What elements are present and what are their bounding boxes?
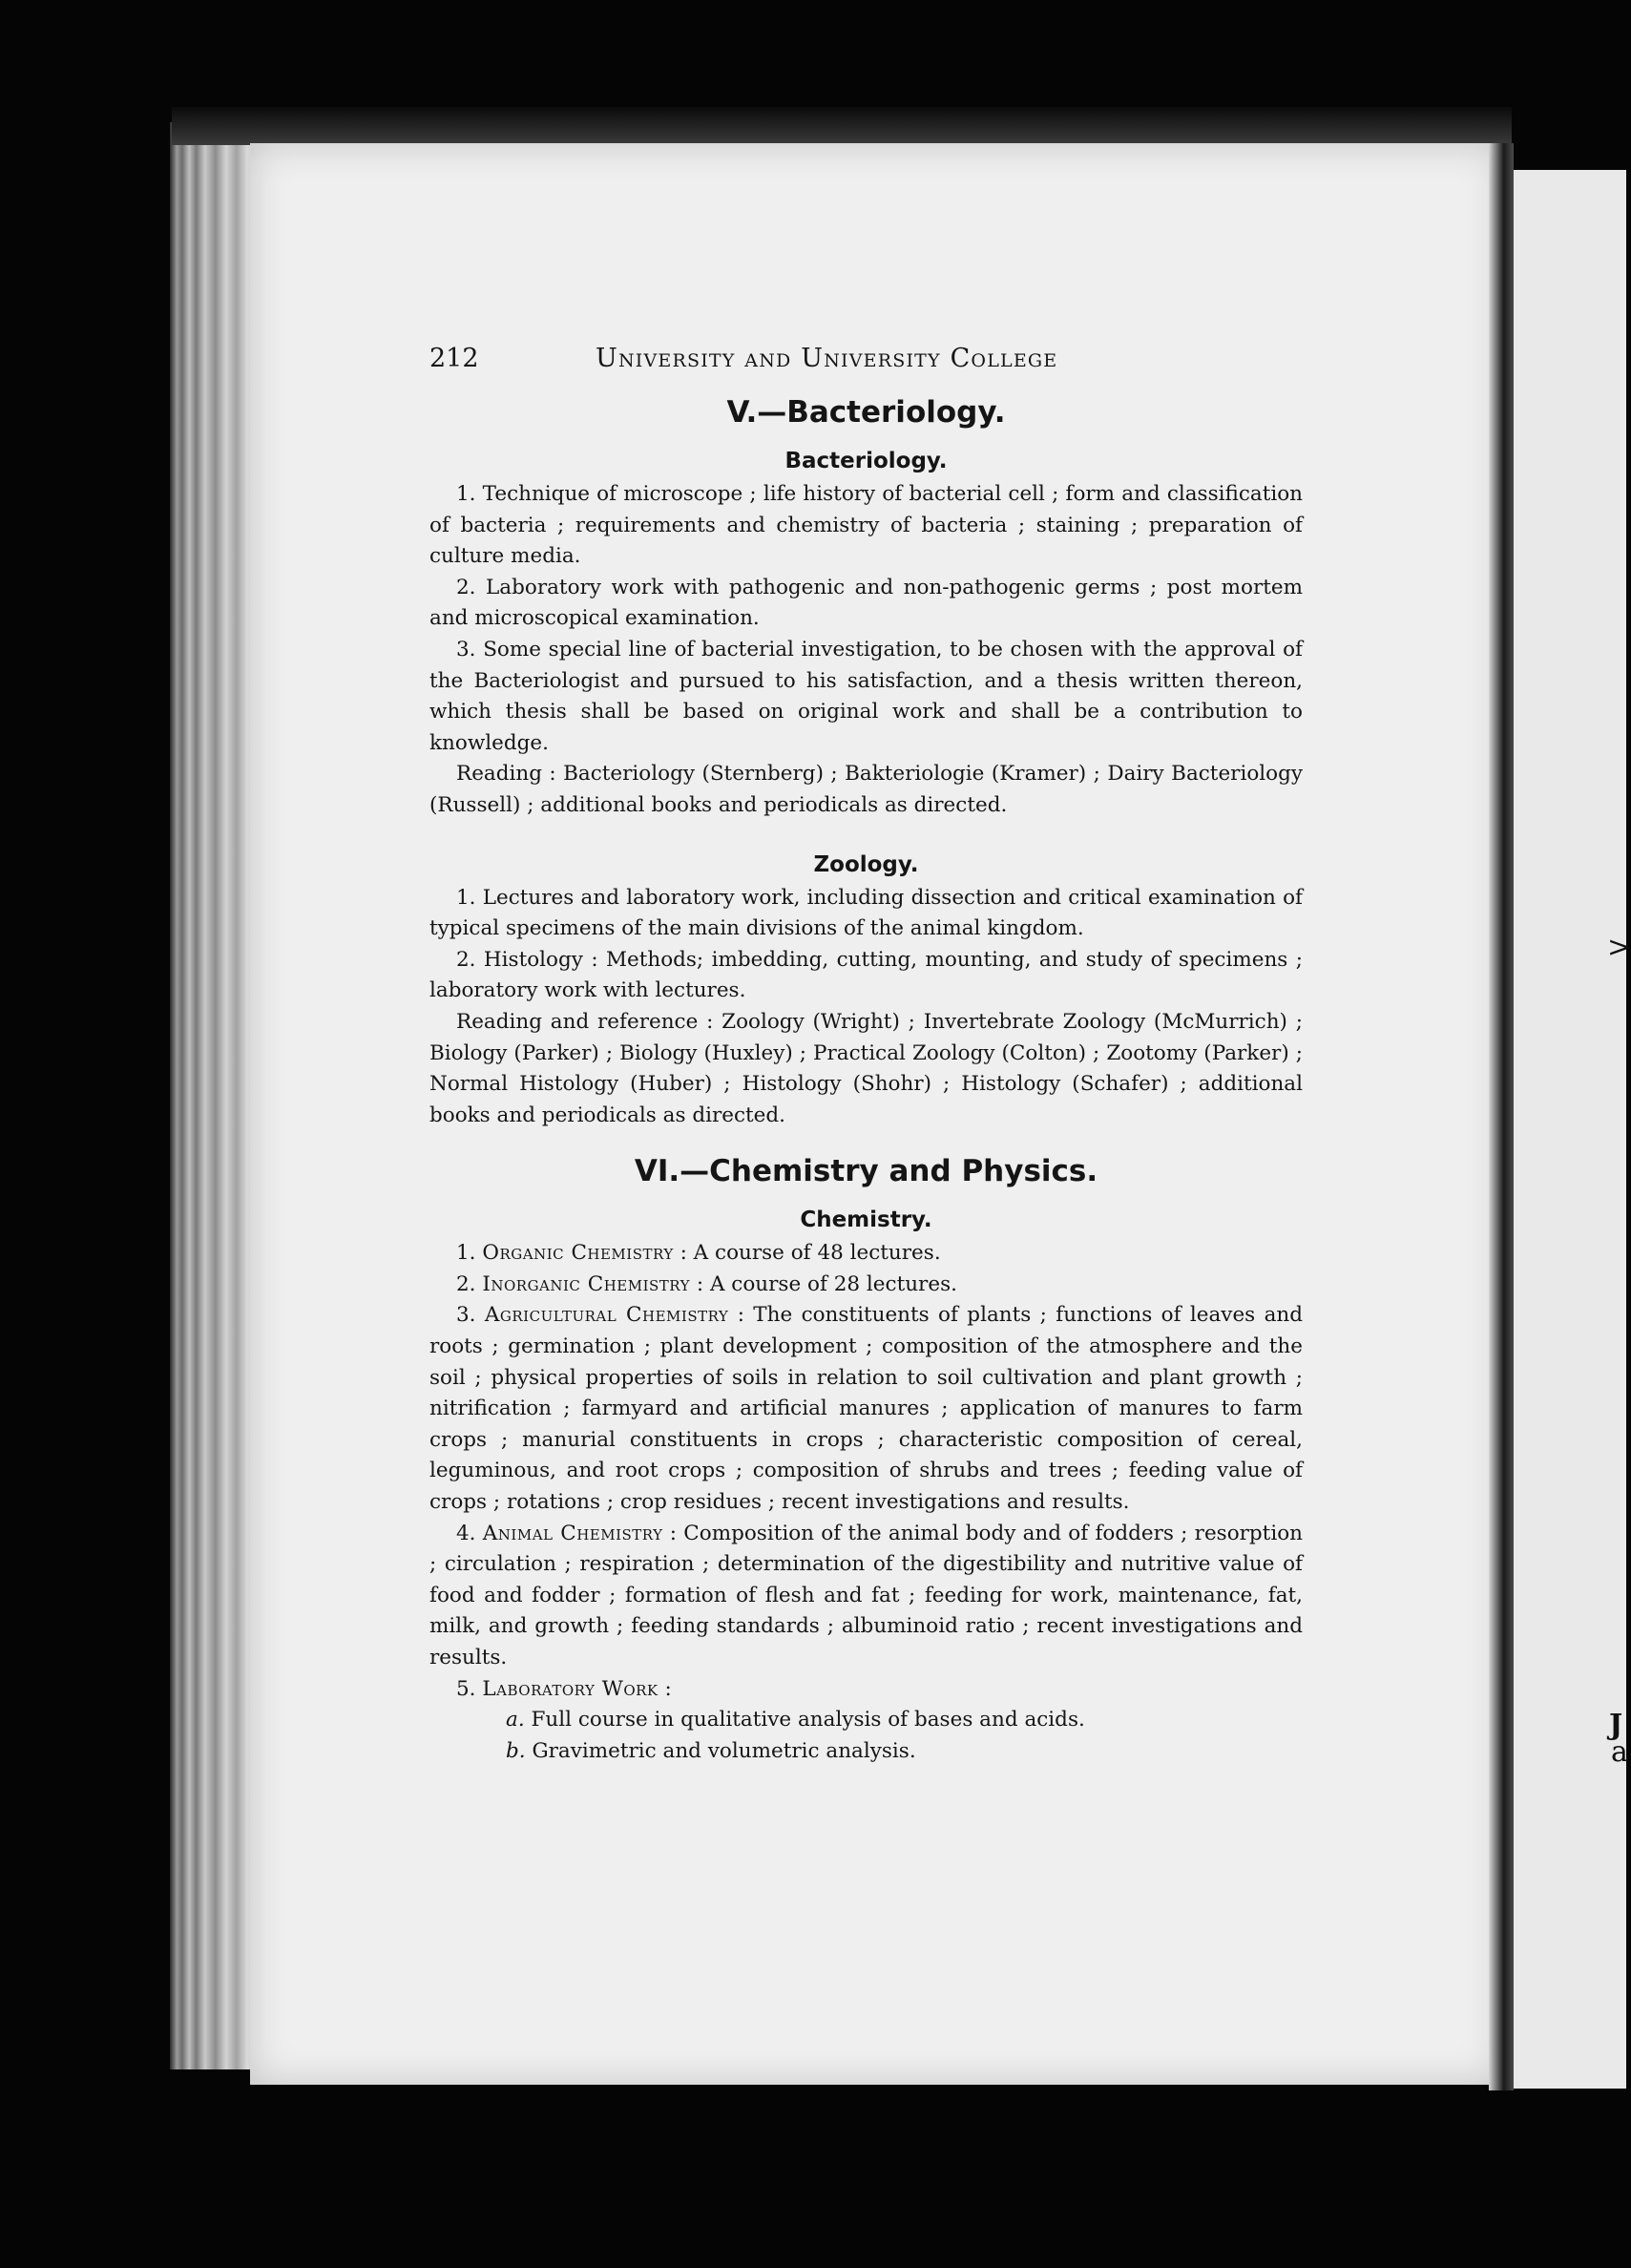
section-heading-chemistry-physics: VI.—Chemistry and Physics. xyxy=(634,1154,1098,1189)
subheading-chemistry: Chemistry. xyxy=(800,1208,932,1233)
section-heading-bacteriology: V.—Bacteriology. xyxy=(726,395,1006,430)
lab-subitem xyxy=(429,1705,1303,1736)
page-top-shadow xyxy=(172,107,1512,145)
item-title: Agricultural Chemistry xyxy=(484,1303,729,1328)
item-number: 5. xyxy=(456,1676,476,1701)
subitem-letter: b. xyxy=(506,1738,526,1763)
subheading-bacteriology: Bacteriology. xyxy=(784,449,948,473)
item-title: Animal Chemistry xyxy=(482,1521,663,1545)
item-number: 2. xyxy=(456,1271,476,1296)
book-gutter xyxy=(1489,143,1514,2090)
item-number: 3. xyxy=(456,1303,476,1328)
page-number: 212 xyxy=(429,344,479,373)
page-header xyxy=(429,344,1303,382)
page-text xyxy=(429,344,1303,1767)
bacteriology-item: 3. Some special line of bacterial investigation, to be chosen with the approval of the Bacteriologist and pursued to his satisfaction, and a thesis written thereon, which thesis shall be based on original work and shall be a contribution to knowledge. xyxy=(429,637,1303,755)
item-text: : A course of 28 lectures. xyxy=(690,1271,957,1296)
item-title: Inorganic Chemistry xyxy=(482,1271,691,1296)
next-page-mark: a xyxy=(1611,1735,1628,1769)
zoology-item: 1. Lectures and laboratory work, including dissection and critical examination of typical specimens of the main divisions of the animal kingdom. xyxy=(429,885,1303,941)
running-head: University and University College xyxy=(596,344,1058,373)
item-text: : Composition of the animal body and of fodders ; resorption ; circulation ; respiration ; determination of the digestibility and nutritive value of food and fodder ; formation of flesh and fat ; feeding for work, maintenance, fat, milk, and growth ; feeding standards ; albuminoid ratio ; recent investigations and results. xyxy=(429,1521,1303,1670)
zoology-reading: Reading and reference : Zoology (Wright) ; Invertebrate Zoology (McMurrich) ; Biology (Parker) ; Biology (Huxley) ; Practical Zoology (Colton) ; Zootomy (Parker) ; Normal Histology (Huber) ; Histology (Shohr) ; Histology (Schafer) ; additional books and periodicals as directed. xyxy=(429,1009,1303,1127)
lab-subitem xyxy=(429,1736,1303,1768)
subitem-text: Gravimetric and volumetric analysis. xyxy=(525,1738,916,1763)
item-number: 1. xyxy=(456,1241,476,1266)
item-title: Laboratory Work xyxy=(482,1676,659,1701)
spacer xyxy=(429,822,1303,843)
subitem-letter: a. xyxy=(506,1708,525,1732)
item-number: 4. xyxy=(456,1521,476,1545)
item-text: : A course of 48 lectures. xyxy=(673,1241,941,1266)
chemistry-item xyxy=(429,1674,1303,1706)
bacteriology-item: 1. Technique of microscope ; life history of bacterial cell ; form and classification of bacteria ; requirements and chemistry of bacteria ; staining ; preparation of culture media. xyxy=(429,482,1303,569)
bacteriology-item: 2. Laboratory work with pathogenic and non-pathogenic germs ; post mortem and microscopical examination. xyxy=(429,575,1303,631)
stacked-page-edges xyxy=(170,122,258,2069)
next-page-edge xyxy=(1506,170,1626,2089)
subheading-zoology: Zoology. xyxy=(813,851,919,877)
chemistry-item xyxy=(429,1519,1303,1674)
chemistry-item xyxy=(429,1238,1303,1270)
bacteriology-reading: Reading : Bacteriology (Sternberg) ; Bakteriologie (Kramer) ; Dairy Bacteriology (Russell) ; additional books and periodicals as directed. xyxy=(429,762,1303,817)
chemistry-item xyxy=(429,1300,1303,1518)
zoology-item: 2. Histology : Methods; imbedding, cutting, mounting, and study of specimens ; laboratory work with lectures. xyxy=(429,947,1303,1003)
next-page-mark: J xyxy=(1609,1709,1623,1742)
item-text: : The constituents of plants ; functions of leaves and roots ; germination ; plant development ; composition of the atmosphere and the soil ; physical properties of soils in relation to soil cultivation and plant growth ; nitrification ; farmyard and artificial manures ; application of manures to farm crops ; manurial constituents in crops ; characteristic composition of cereal, leguminous, and root crops ; composition of shrubs and trees ; feeding value of crops ; rotations ; crop residues ; recent investigations and results. xyxy=(429,1303,1303,1515)
subitem-text: Full course in qualitative analysis of bases and acids. xyxy=(524,1708,1085,1732)
next-page-mark: > xyxy=(1607,931,1631,964)
chemistry-item xyxy=(429,1270,1303,1301)
spacer xyxy=(429,1131,1303,1152)
item-text: : xyxy=(658,1676,672,1701)
item-title: Organic Chemistry xyxy=(482,1241,674,1266)
